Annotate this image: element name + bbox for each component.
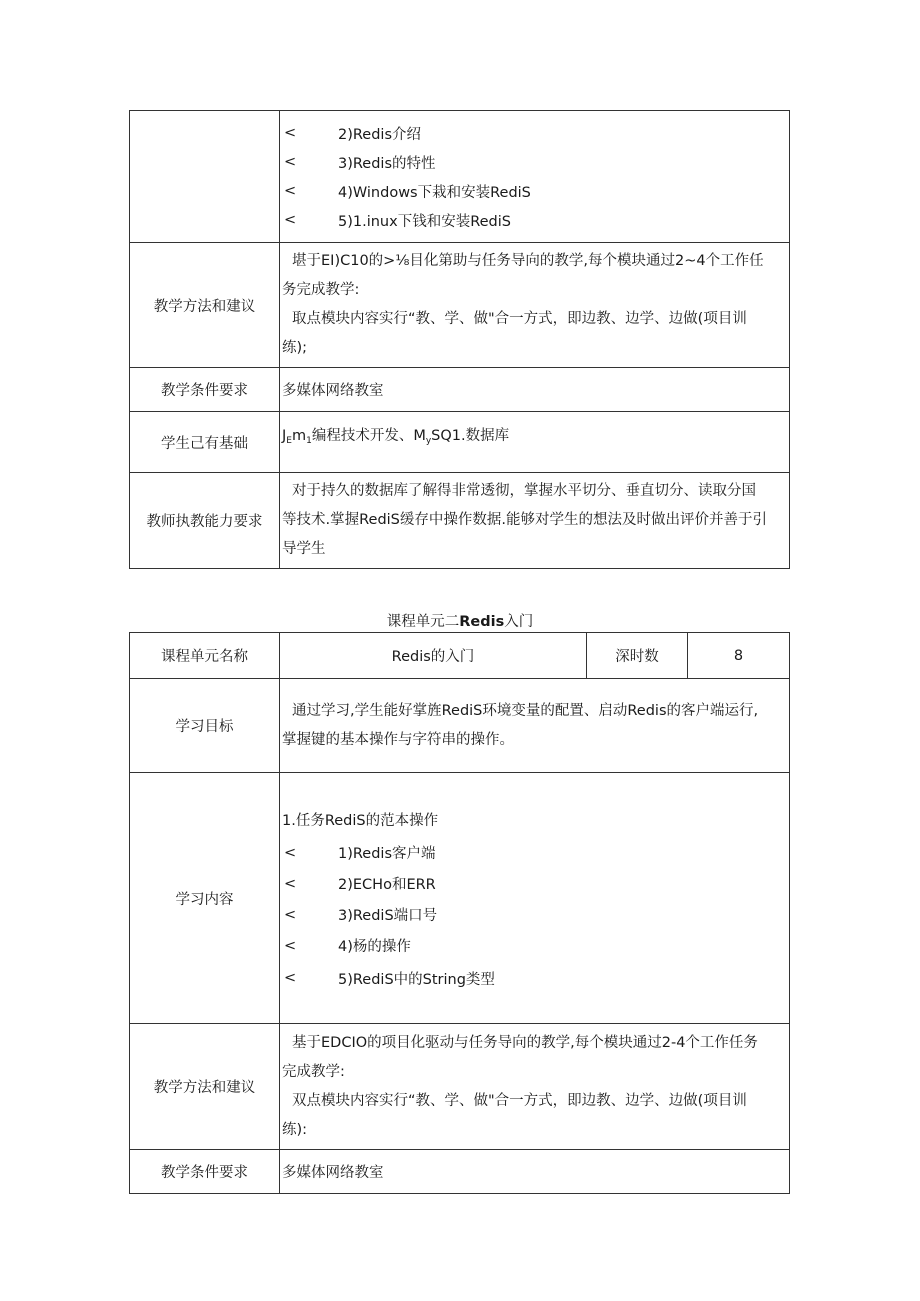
teacher-text: 对于持久的数据库了解得非常透彻，掌握水平切分、垂直切分、读取分国 等技术.掌握RediS缓存中操作数据.能够对学生的想法及时做出评价并善于引 导学生	[280, 473, 790, 569]
teacher-row	[130, 473, 790, 569]
teacher-label: 教师执教能力要求	[130, 473, 280, 569]
section-caption: 课程单元二Redis入门	[386, 614, 534, 630]
unit-name-value: Redis的入门	[280, 633, 587, 679]
unit-name-label: 课程单元名称	[130, 633, 280, 679]
method-text: 基于EDCIO的项目化驱动与任务导向的教学,每个模块通过2-4个工作任务 完成教学: 双点模块内容实行“教、学、做"合一方式，即边教、边学、边做(项目训 练):	[280, 1024, 790, 1150]
content-title: 1.任务RediS的范本操作	[282, 812, 439, 829]
list-item: < 3)RediS端口号	[284, 906, 438, 924]
unit2-table	[129, 632, 790, 1194]
condition-value: 多媒体网络教室	[280, 1150, 790, 1194]
unit-name-row	[130, 633, 790, 679]
list-item: < 1)Redis客户端	[284, 844, 436, 862]
method-label: 教学方法和建议	[130, 1024, 280, 1150]
basis-row	[130, 412, 790, 473]
method-text: 堪于EI)C10的>⅛目化第助与任务导向的教学,每个模块通过2~4个工作任 务完成教学: 取点模块内容实行“教、学、做"合一方式，即边教、边学、边做(项目训 练);	[280, 243, 790, 368]
goal-text: 通过学习,学生能好掌旌RediS环境变量的配置、启动Redis的客户端运行, 掌握键的基本操作与字符串的操作。	[280, 679, 790, 773]
method-row	[130, 243, 790, 368]
goal-label: 学习目标	[130, 679, 280, 773]
method-label: 教学方法和建议	[130, 243, 280, 368]
condition-row	[130, 368, 790, 412]
condition-label: 教学条件要求	[130, 1150, 280, 1194]
content-cell	[280, 773, 790, 1024]
condition-value: 多媒体网络教室	[280, 368, 790, 412]
basis-label: 学生己有基础	[130, 412, 280, 473]
hours-value: 8	[688, 633, 790, 679]
content-row	[130, 773, 790, 1024]
list-item: < 4)Windows下栽和安装RediS	[284, 183, 531, 201]
condition-row	[130, 1150, 790, 1194]
basis-value: $J_Em_1$编程技术开发、$M_ySQ1$.数据库	[280, 412, 790, 473]
list-item: < 2)Redis介绍	[284, 125, 422, 143]
content-row	[130, 111, 790, 243]
goal-row	[130, 679, 790, 773]
content-label-cell	[130, 111, 280, 243]
content-cell	[280, 111, 790, 243]
list-item: < 4)杨的操作	[284, 937, 411, 955]
hours-label: 深时数	[587, 633, 688, 679]
list-item: < 5)1.inux下钱和安装RediS	[284, 212, 511, 230]
method-row	[130, 1024, 790, 1150]
condition-label: 教学条件要求	[130, 368, 280, 412]
list-item: < 2)ECHo和ERR	[284, 875, 436, 893]
list-item: < 5)RediS中的String类型	[284, 970, 495, 988]
unit1-table	[129, 110, 790, 569]
list-item: < 3)Redis的特性	[284, 154, 436, 172]
content-label: 学习内容	[130, 773, 280, 1024]
